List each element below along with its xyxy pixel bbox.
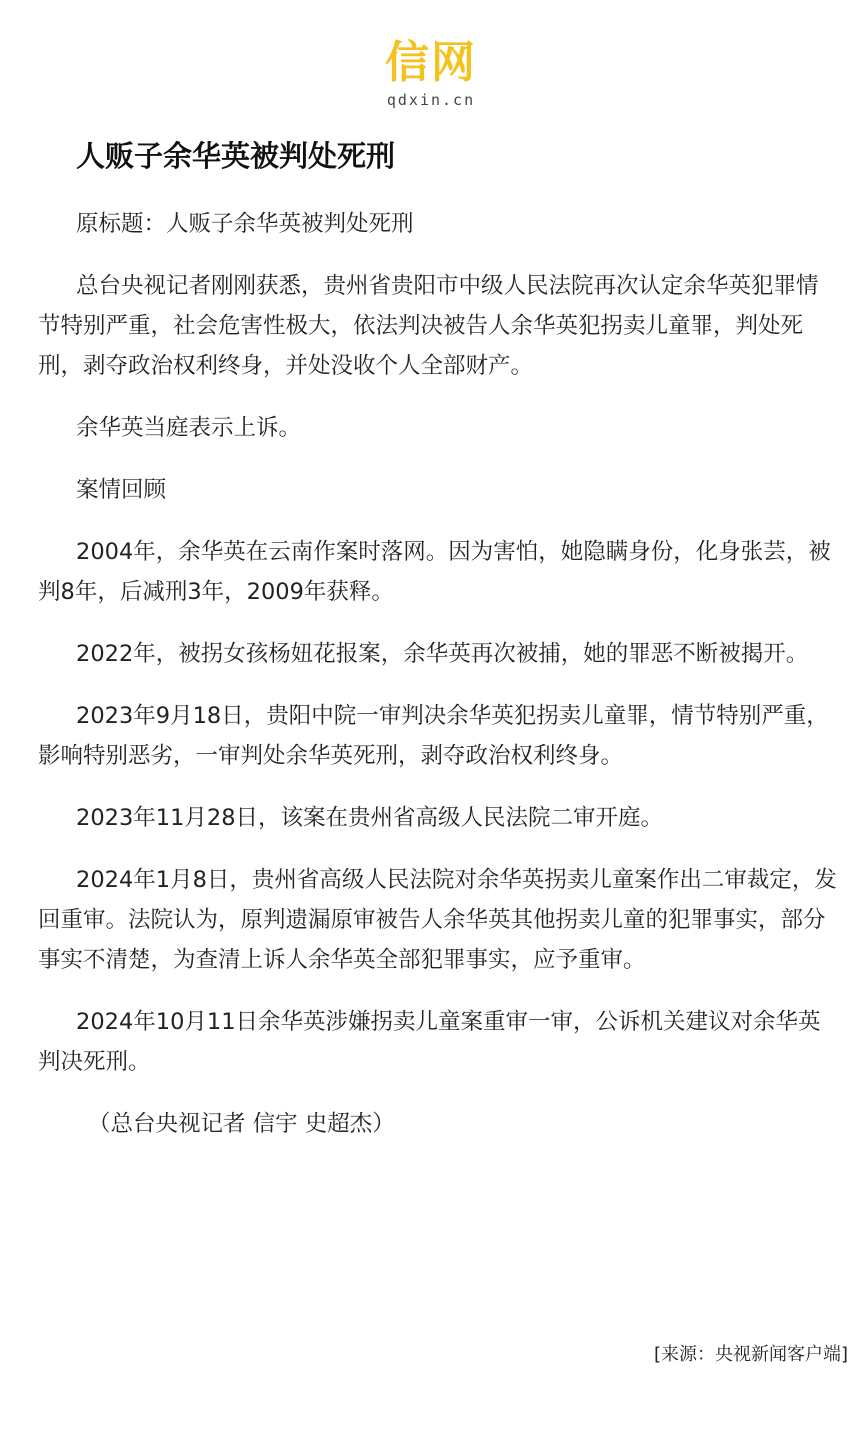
original-title-paragraph: 原标题：人贩子余华英被判处死刑 bbox=[76, 211, 414, 237]
logo-domain: qdxin.cn bbox=[386, 91, 476, 109]
article-title: 人贩子余华英被判处死刑 bbox=[76, 139, 396, 173]
article-paragraph: 余华英当庭表示上诉。 bbox=[76, 415, 302, 441]
article-paragraph: 2004年，余华英在云南作案时落网。因为害怕，她隐瞒身份，化身张芸，被判8年，后减刑3年，2009年获释。 bbox=[38, 539, 831, 605]
article-paragraph: 2024年10月11日余华英涉嫌拐卖儿童案重审一审，公诉机关建议对余华英判决死刑。 bbox=[38, 1009, 821, 1075]
source-attribution: [来源：央视新闻客户端] bbox=[653, 1344, 848, 1365]
article-paragraph: 总台央视记者刚刚获悉，贵州省贵阳市中级人民法院再次认定余华英犯罪情节特别严重，社会危害性极大，依法判决被告人余华英犯拐卖儿童罪，判处死刑，剥夺政治权利终身，并处没收个人全部财产。 bbox=[38, 273, 819, 379]
article-paragraph: 2023年9月18日，贵阳中院一审判决余华英犯拐卖儿童罪，情节特别严重，影响特别恶劣，一审判处余华英死刑，剥夺政治权利终身。 bbox=[38, 703, 829, 769]
site-logo[interactable] bbox=[0, 38, 862, 110]
section-heading: 案情回顾 bbox=[76, 477, 167, 503]
reporter-byline: （总台央视记者 信宇 史超杰） bbox=[88, 1111, 395, 1137]
article-paragraph: 2024年1月8日，贵州省高级人民法院对余华英拐卖儿童案作出二审裁定，发回重审。法院认为，原判遗漏原审被告人余华英其他拐卖儿童的犯罪事实，部分事实不清楚，为查清上诉人余华英全部犯罪事实，应予重审。 bbox=[38, 867, 837, 973]
article-paragraph: 2023年11月28日，该案在贵州省高级人民法院二审开庭。 bbox=[76, 805, 664, 831]
article-body bbox=[38, 204, 838, 1166]
article-paragraph: 2022年，被拐女孩杨妞花报案，余华英再次被捕，她的罪恶不断被揭开。 bbox=[76, 641, 809, 667]
logo-mark: 信网 bbox=[385, 37, 477, 88]
